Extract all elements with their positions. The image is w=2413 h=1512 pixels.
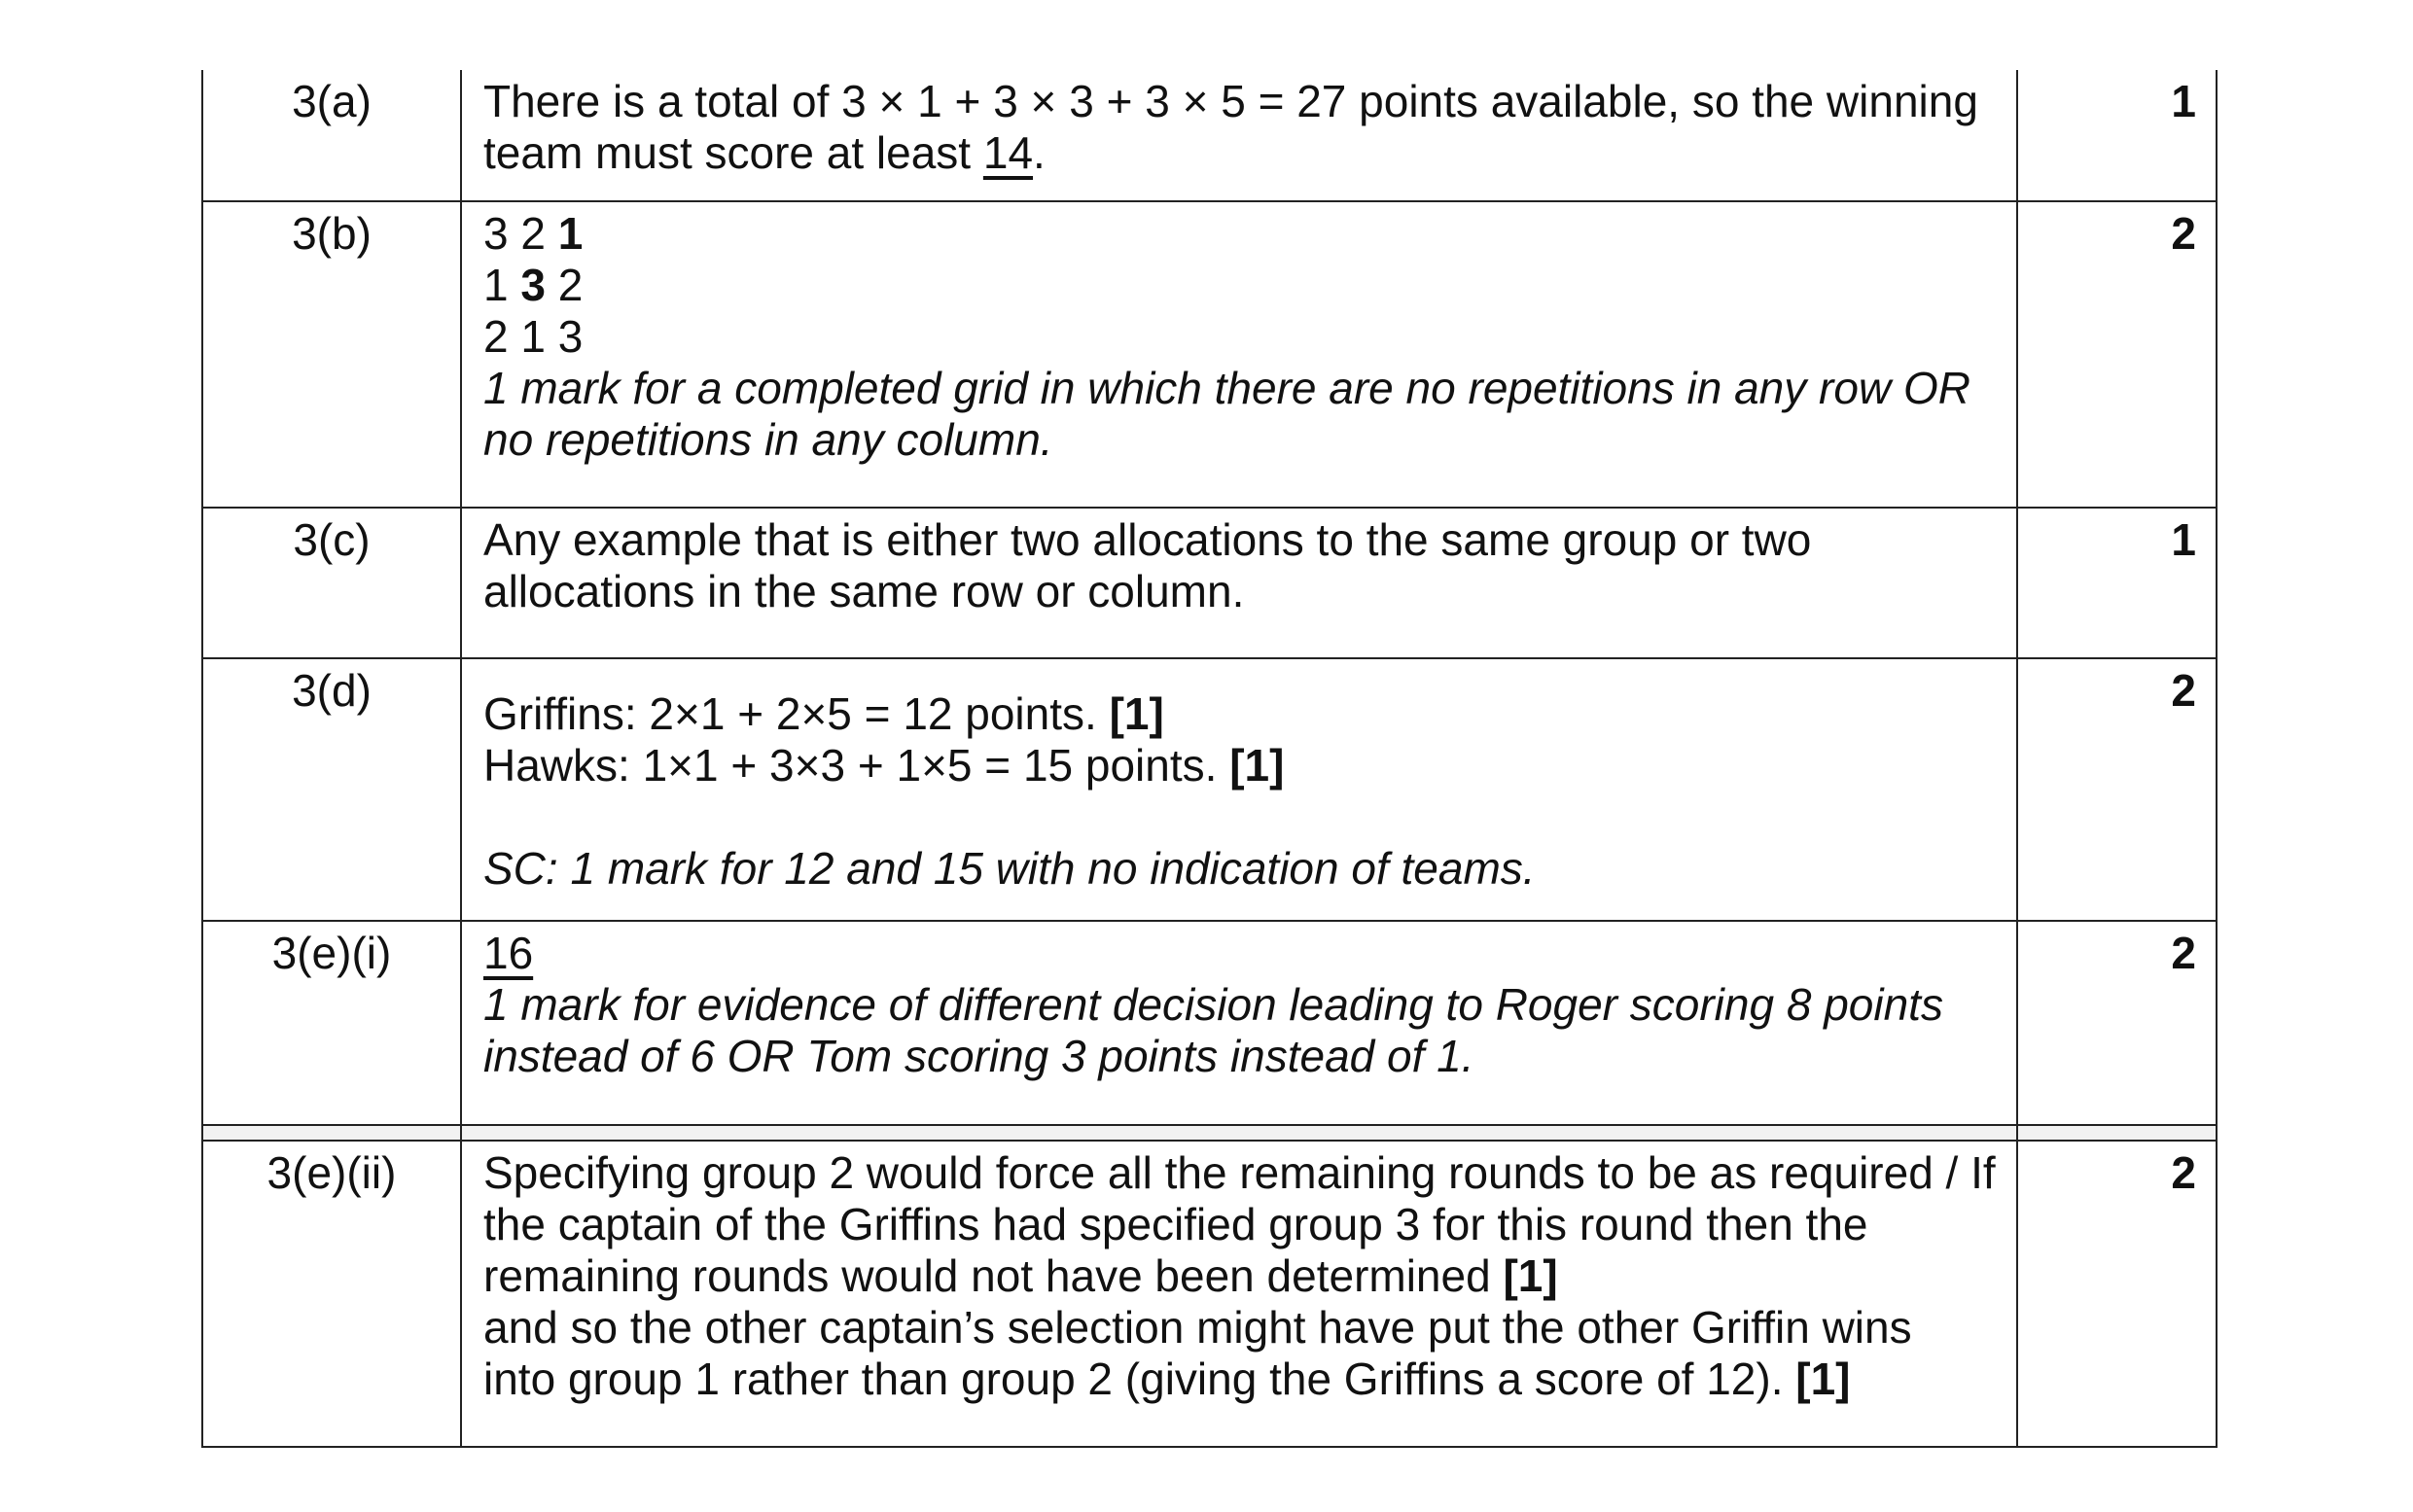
grid-cell: 3: [557, 311, 584, 362]
answer-cell: [461, 1141, 2017, 1447]
marks-cell: 2: [2017, 201, 2217, 508]
answer-line: the captain of the Griffins had specified group 3 for this round then the: [483, 1199, 1868, 1249]
answer-cell: [461, 508, 2017, 658]
answer-line: [483, 1250, 1997, 1302]
question-number: 3(e)(i): [202, 921, 461, 1125]
answer-cell: [461, 921, 2017, 1125]
marks-cell: 1: [2017, 70, 2217, 201]
answer-text: team must score at least: [483, 127, 983, 178]
row-3d: [202, 658, 2217, 921]
spacer: [483, 791, 1997, 843]
spacer-row: [202, 1125, 2217, 1141]
grid-cell-bold: 3: [520, 260, 546, 310]
answer-text: .: [1033, 127, 1046, 178]
grid-cell: 2: [520, 208, 546, 259]
grid-cell: 1: [520, 311, 546, 362]
spacer-cell: [461, 1125, 2017, 1141]
question-number: 3(a): [202, 70, 461, 201]
mark-indicator: [1]: [1109, 688, 1164, 739]
row-3eii: [202, 1141, 2217, 1447]
underlined-answer: 14: [982, 127, 1034, 178]
grid-cell-bold: 1: [557, 208, 584, 259]
marks-cell: 2: [2017, 1141, 2217, 1447]
marking-note: SC: 1 mark for 12 and 15 with no indication of teams.: [483, 843, 1536, 894]
answer-text: Hawks: 1×1 + 3×3 + 1×5 = 15 points.: [483, 740, 1230, 791]
answer-cell: [461, 658, 2017, 921]
grid-cell: 3: [483, 208, 509, 259]
grid-row: [483, 208, 1997, 260]
answer-text: remaining rounds would not have been determined: [483, 1250, 1504, 1301]
answer-line: [483, 688, 1997, 740]
question-number: 3(b): [202, 201, 461, 508]
row-3b: [202, 201, 2217, 508]
answer-line: [483, 127, 1997, 179]
marks-cell: 2: [2017, 921, 2217, 1125]
row-3ei: [202, 921, 2217, 1125]
answer-line: There is a total of 3 × 1 + 3 × 3 + 3 × 5 = 27 points available, so the winning: [483, 76, 1978, 126]
mark-indicator: [1]: [1795, 1354, 1851, 1404]
mark-scheme-table: [201, 70, 2218, 1448]
answer-line: [483, 740, 1997, 791]
question-number: 3(c): [202, 508, 461, 658]
spacer-cell: [2017, 1125, 2217, 1141]
marking-note: no repetitions in any column.: [483, 414, 1053, 465]
answer-cell: [461, 70, 2017, 201]
answer-cell: [461, 201, 2017, 508]
answer-line: allocations in the same row or column.: [483, 566, 1245, 616]
answer-line: Specifying group 2 would force all the remaining rounds to be as required / If: [483, 1147, 1996, 1198]
row-3c: [202, 508, 2217, 658]
spacer-cell: [202, 1125, 461, 1141]
marks-cell: 1: [2017, 508, 2217, 658]
mark-indicator: [1]: [1503, 1250, 1558, 1301]
underlined-answer: 16: [483, 928, 534, 978]
question-number: 3(e)(ii): [202, 1141, 461, 1447]
answer-text: Griffins: 2×1 + 2×5 = 12 points.: [483, 688, 1110, 739]
question-number: 3(d): [202, 658, 461, 921]
marking-note: 1 mark for evidence of different decision leading to Roger scoring 8 points: [483, 979, 1943, 1030]
marks-cell: 2: [2017, 658, 2217, 921]
grid-cell: 2: [557, 260, 584, 310]
marking-note: instead of 6 OR Tom scoring 3 points instead of 1.: [483, 1031, 1474, 1081]
grid-row: [483, 311, 1997, 363]
answer-line: [483, 928, 1997, 979]
marking-note: 1 mark for a completed grid in which there are no repetitions in any row OR: [483, 363, 1970, 413]
grid-cell: 1: [483, 260, 509, 310]
mark-indicator: [1]: [1229, 740, 1285, 791]
answer-line: Any example that is either two allocations to the same group or two: [483, 514, 1812, 565]
answer-line: and so the other captain’s selection might have put the other Griffin wins: [483, 1302, 1912, 1353]
answer-text: into group 1 rather than group 2 (giving the Griffins a score of 12).: [483, 1354, 1796, 1404]
grid-cell: 2: [483, 311, 509, 362]
grid-row: [483, 260, 1997, 311]
answer-line: [483, 1354, 1997, 1405]
row-3a: [202, 70, 2217, 201]
